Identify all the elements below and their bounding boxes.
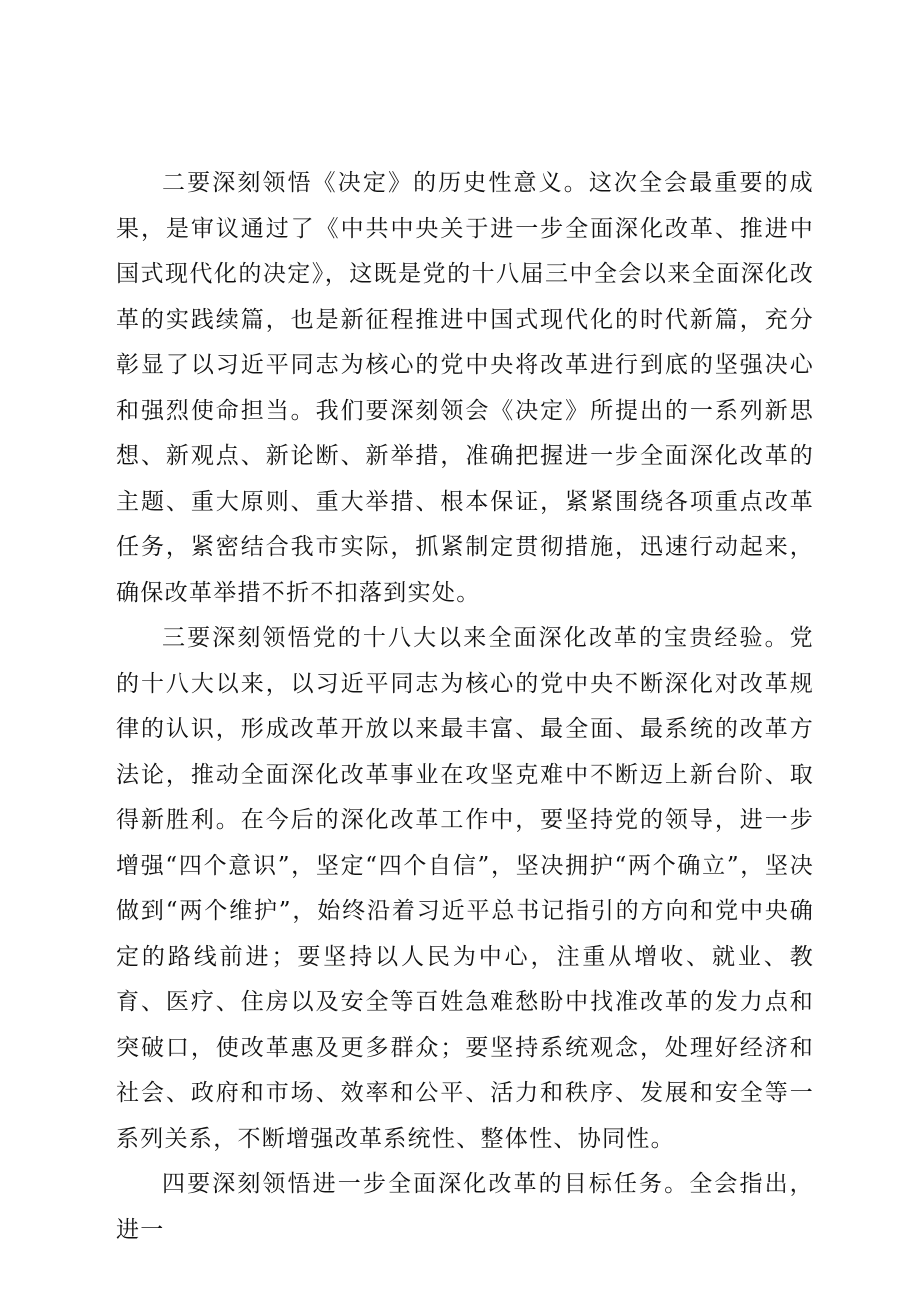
- paragraph-two: 二要深刻领悟《决定》的历史性意义。这次全会最重要的成果，是审议通过了《中共中央关于进一步全面深化改革、推进中国式现代化的决定》，这既是党的十八届三中全会以来全面深化改革的实践续篇，也是新征程推进中国式现代化的时代新篇，充分彰显了以习近平同志为核心的党中央将改革进行到底的坚强决心和强烈使命担当。我们要深刻领会《决定》所提出的一系列新思想、新观点、新论断、新举措，准确把握进一步全面深化改革的主题、重大原则、重大举措、根本保证，紧紧围绕各项重点改革任务，紧密结合我市实际，抓紧制定贯彻措施，迅速行动起来，确保改革举措不折不扣落到实处。: [116, 170, 814, 606]
- paragraph-three: 三要深刻领悟党的十八大以来全面深化改革的宝贵经验。党的十八大以来，以习近平同志为核心的党中央不断深化对改革规律的认识，形成改革开放以来最丰富、最全面、最系统的改革方法论，推动全面深化改革事业在攻坚克难中不断迈上新台阶、取得新胜利。在今后的深化改革工作中，要坚持党的领导，进一步增强“四个意识”，坚定“四个自信”，坚决拥护“两个确立”，坚决做到“两个维护”，始终沿着习近平总书记指引的方向和党中央确定的路线前进；要坚持以人民为中心，注重从增收、就业、教育、医疗、住房以及安全等百姓急难愁盼中找准改革的发力点和突破口，使改革惠及更多群众；要坚持系统观念，处理好经济和社会、政府和市场、效率和公平、活力和秩序、发展和安全等一系列关系，不断增强改革系统性、整体性、协同性。: [116, 625, 814, 1152]
- document-body: [116, 161, 814, 1253]
- paragraph-four: 四要深刻领悟进一步全面深化改革的目标任务。全会指出，进一: [116, 1171, 814, 1243]
